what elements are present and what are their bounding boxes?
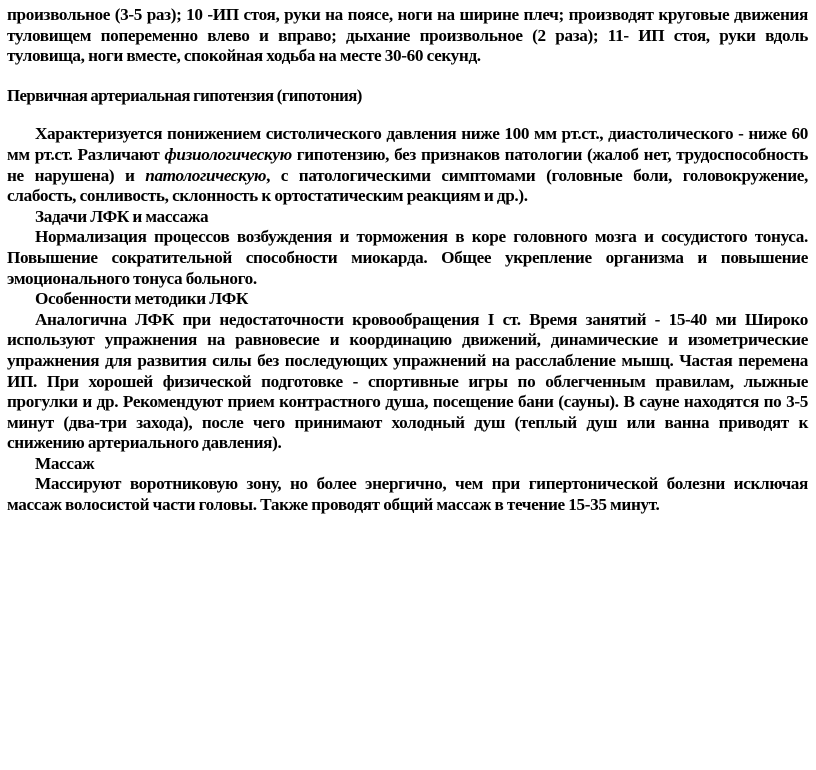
massage-paragraph: Массируют воротниковую зону, но более энергично, чем при гипертонической болезни исключая массаж волосистой части головы. Также проводят общий массаж в течение 15-35 минут. xyxy=(7,474,808,515)
tasks-heading: Задачи ЛФК и массажа xyxy=(35,206,209,226)
term-physiological: физиологическую xyxy=(164,144,292,164)
definition-text-3: , с патологическими симптомами (головные боли, головокружение, слабость, сонливость, склонность к ортостатическим реакциям и др.). xyxy=(7,165,808,206)
massage-heading: Массаж xyxy=(35,453,95,473)
method-heading: Особенности методики ЛФК xyxy=(35,289,249,309)
term-pathological: патологическую xyxy=(145,165,267,185)
definition-paragraph xyxy=(7,124,808,206)
method-paragraph: Аналогична ЛФК при недостаточности кровообращения I ст. Время занятий - 15-40 ми Широко используют упражнения на равновесие и координацию движений, динамические и изометрические упражнения для развития силы без последующих упражнений на расслабление мышц. Частая перемена ИП. При хорошей физической подготовке - спортивные игры по облегченным правилам, лыжные прогулки и др. Рекомендуют прием контрастного душа, посещение бани (сауны). В сауне находятся по 3-5 минут (два-три захода), после чего принимают холодный душ (теплый душ или ванна приводят к снижению артериального давления). xyxy=(7,309,808,453)
definition-text-1: Характеризуется понижением систолического давления ниже 100 мм рт.ст., диастолического - ниже 60 мм рт.ст. Различают xyxy=(7,124,808,164)
tasks-paragraph: Нормализация процессов возбуждения и торможения в коре головного мозга и сосудистого тонуса. Повышение сократительной способности миокарда. Общее укрепление организма и повышение эмоционального тонуса больного. xyxy=(7,227,808,288)
section-title: Первичная артериальная гипотензия (гипотония) xyxy=(7,85,362,105)
definition-text-2: гипотензию, без признаков патологии (жалоб нет, трудоспособность не нарушена) и xyxy=(7,144,808,185)
intro-paragraph: произвольное (3-5 раз); 10 -ИП стоя, руки на поясе, ноги на ширине плеч; производят круговые движения туловищем попеременно влево и вправо; дыхание произвольное (2 раза); 11- ИП стоя, руки вдоль туловища, ноги вместе, спокойная ходьба на месте 30-60 секунд. xyxy=(7,5,808,66)
